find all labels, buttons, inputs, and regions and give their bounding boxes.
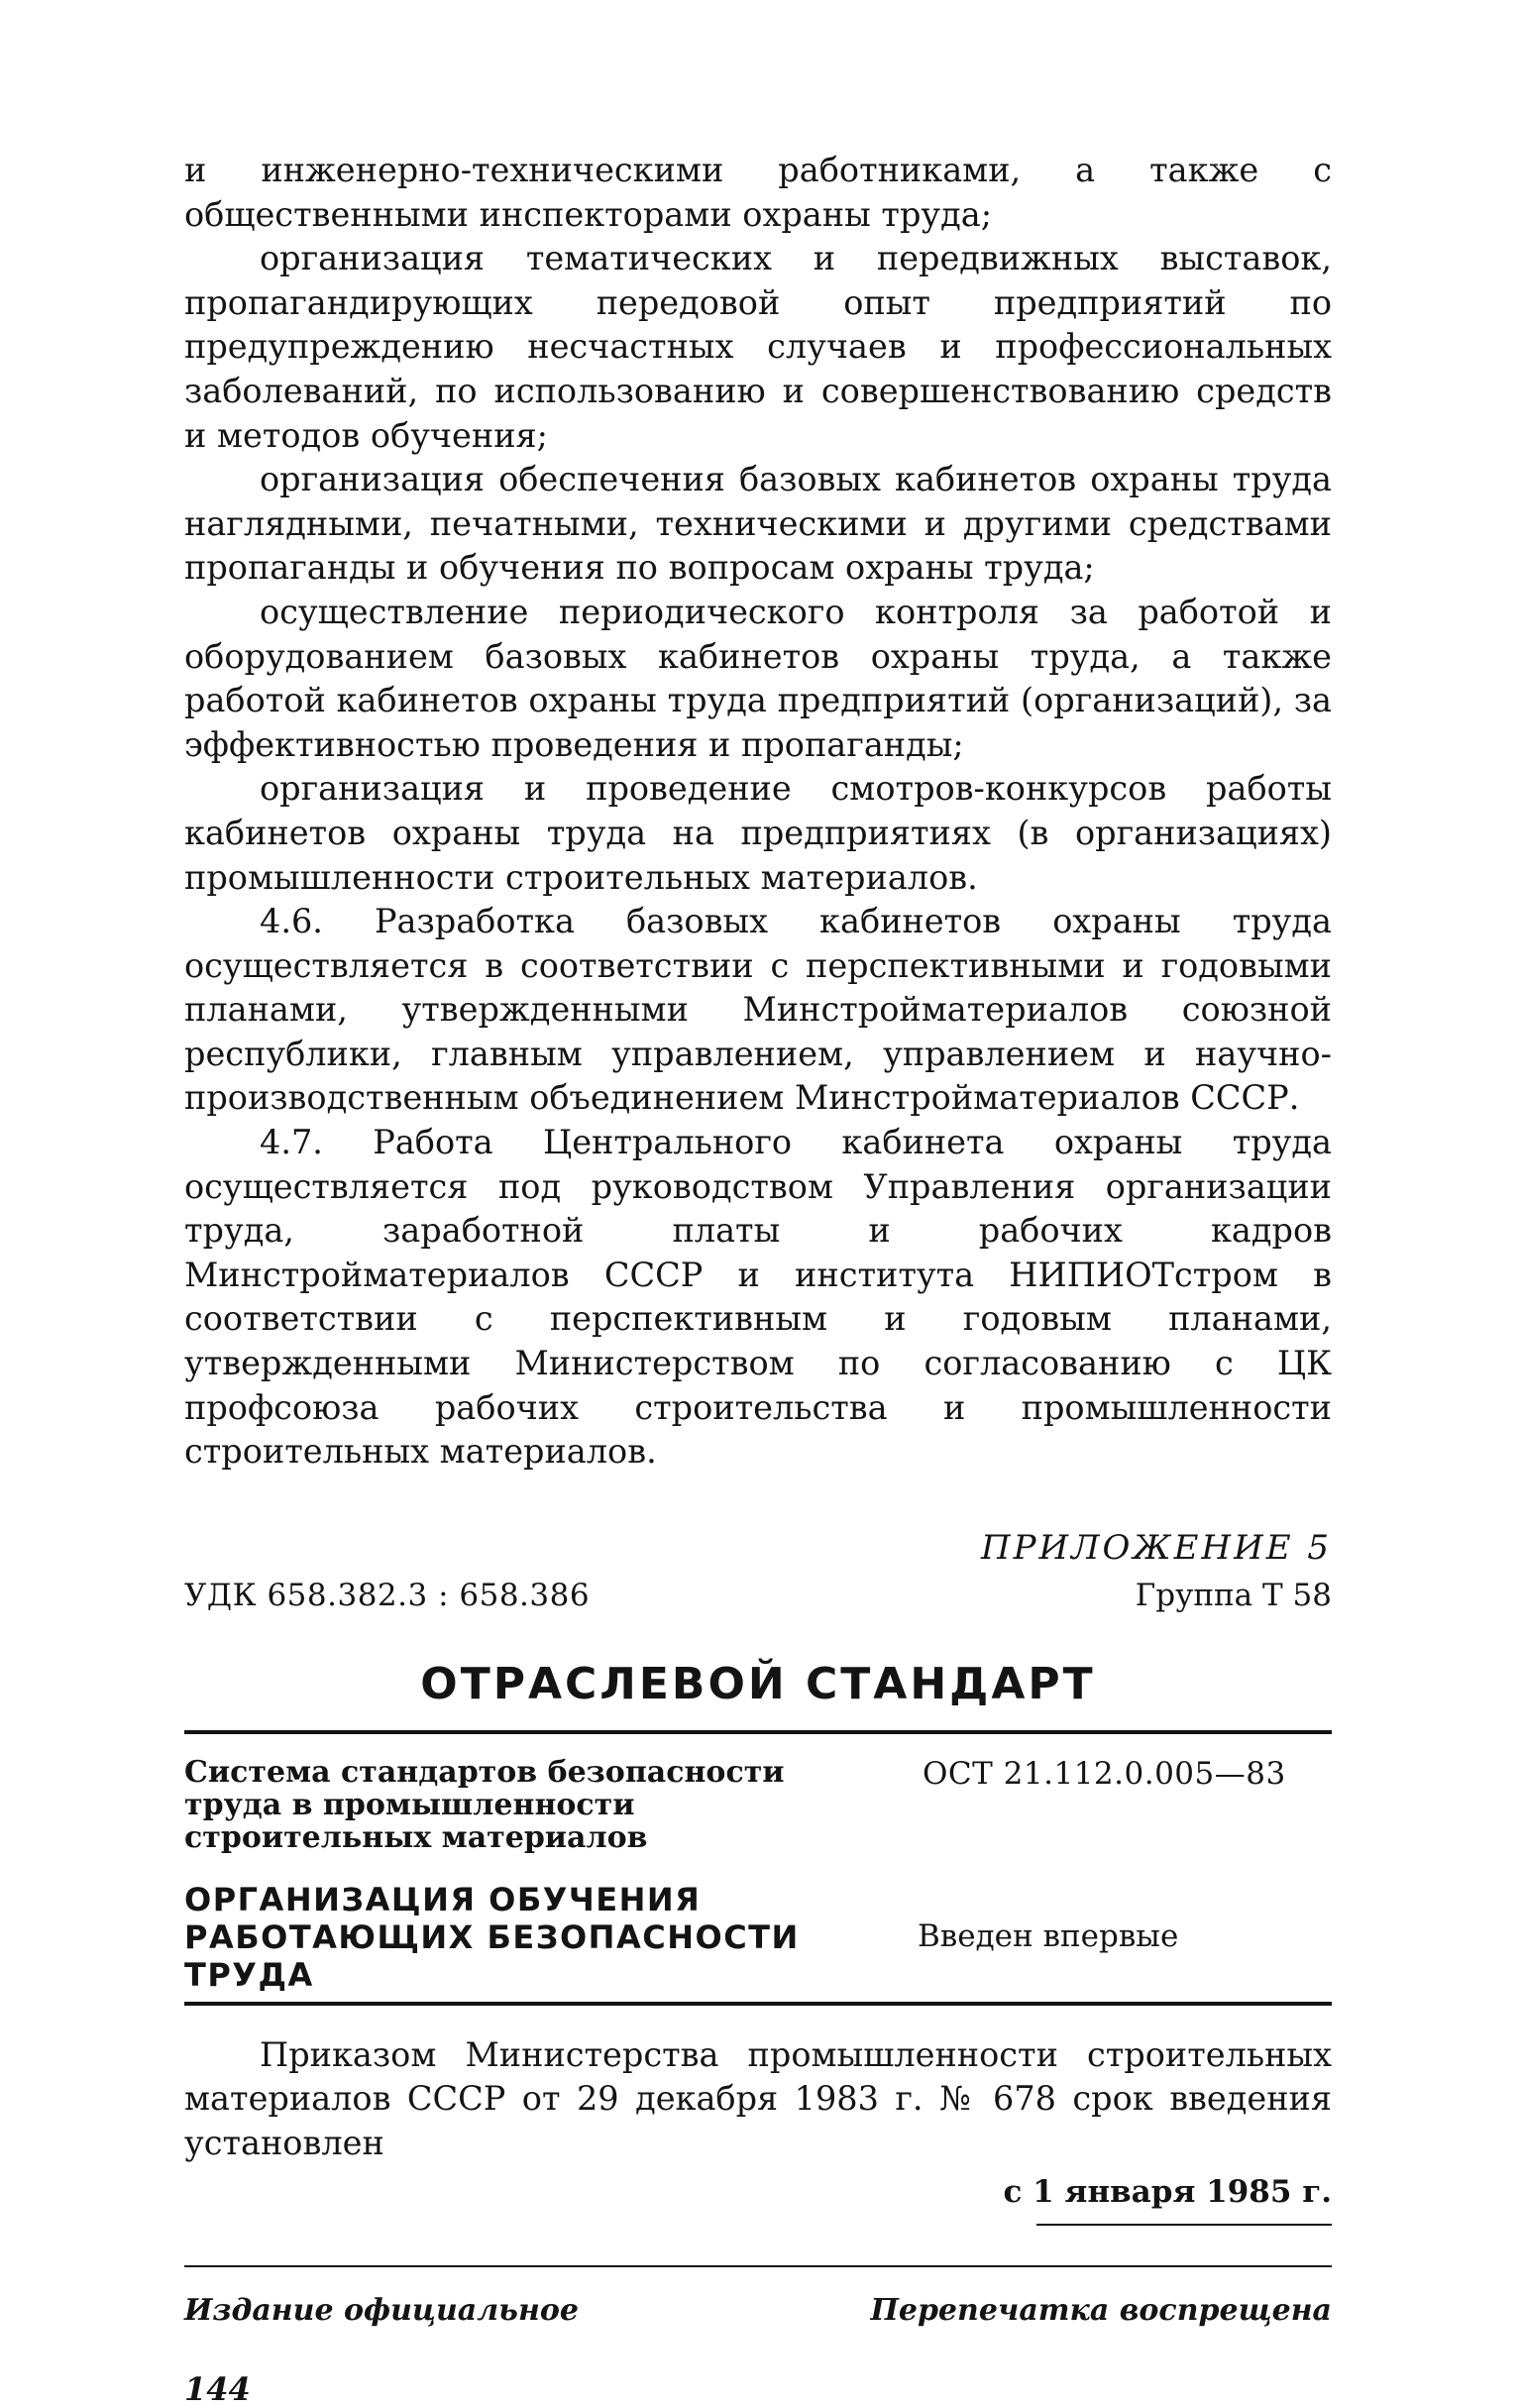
paragraph-continuation: и инженерно-техническими работниками, а также с общественными инспекторами охраны труда;	[184, 151, 1332, 234]
system-name: Система стандартов безопасности труда в промышленности строительных материалов	[184, 1754, 785, 1855]
divider-footer	[184, 2265, 1332, 2267]
order-block	[184, 2033, 1332, 2226]
udk-code: УДК 658.382.3 : 658.386	[184, 1577, 591, 1613]
footer-row	[184, 2292, 1332, 2408]
paragraph-cabinet-supply: организация обеспечения базовых кабинетов охраны труда наглядными, печатными, техническими и другими средствами пропаганды и обучения по вопросам охраны труда;	[184, 460, 1332, 588]
appendix-title: ПРИЛОЖЕНИЕ 5	[980, 1527, 1332, 1568]
section-spacer	[184, 1475, 1332, 1528]
introduced-note: Введен впервые	[918, 1917, 1179, 1954]
edition-label: Издание официальное	[184, 2292, 579, 2328]
standard-title: ОРГАНИЗАЦИЯ ОБУЧЕНИЯ РАБОТАЮЩИХ БЕЗОПАСНОСТИ ТРУДА	[184, 1880, 800, 1994]
standard-heading: ОТРАСЛЕВОЙ СТАНДАРТ	[420, 1658, 1096, 1709]
paragraph-4-6: 4.6. Разработка базовых кабинетов охраны труда осуществляется в соответствии с перспективными и годовыми планами, утвержденными Минстройматериалов союзной республики, главным управлением, управлением и научно-производственным объединением Минстройматериалов СССР.	[184, 902, 1332, 1118]
page-number: 144	[184, 2369, 251, 2408]
paragraph-exhibitions: организация тематических и передвижных выставок, пропагандирующих передовой опыт предприятий по предупреждению несчастных случаев и профессиональных заболеваний, по использованию и совершенствованию средств и методов обучения;	[184, 239, 1332, 455]
reprint-notice: Перепечатка воспрещена	[870, 2292, 1332, 2328]
order-text: Приказом Министерства промышленности строительных материалов СССР от 29 декабря 1983 г. № 678 срок введения установлен	[184, 2034, 1332, 2162]
divider-middle	[184, 2002, 1332, 2006]
document-page	[184, 149, 1332, 2408]
standard-header-table	[184, 1756, 1332, 2002]
divider-top	[184, 1730, 1332, 1734]
date-underline	[1036, 2224, 1332, 2226]
effective-date: с 1 января 1985 г.	[1003, 2173, 1332, 2210]
appendix-header	[184, 1528, 1332, 1647]
ost-code: ОСТ 21.112.0.005—83	[923, 1755, 1286, 1792]
paragraph-contests: организация и проведение смотров-конкурсов работы кабинетов охраны труда на предприятиях (в организациях) промышленности строительных материалов.	[184, 769, 1332, 897]
paragraph-4-7: 4.7. Работа Центрального кабинета охраны труда осуществляется под руководством Управления организации труда, заработной платы и рабочих кадров Минстройматериалов СССР и института НИПИОТстром в соответствии с перспективным и годовым планами, утвержденными Министерством по согласованию с ЦК профсоюза рабочих строительства и промышленности строительных материалов.	[184, 1123, 1332, 1472]
paragraph-periodic-control: осуществление периодического контроля за работой и оборудованием базовых кабинетов охраны труда, а также работой кабинетов охраны труда предприятий (организаций), за эффективностью проведения и пропаганды;	[184, 592, 1332, 764]
group-code: Группа Т 58	[1135, 1577, 1332, 1613]
